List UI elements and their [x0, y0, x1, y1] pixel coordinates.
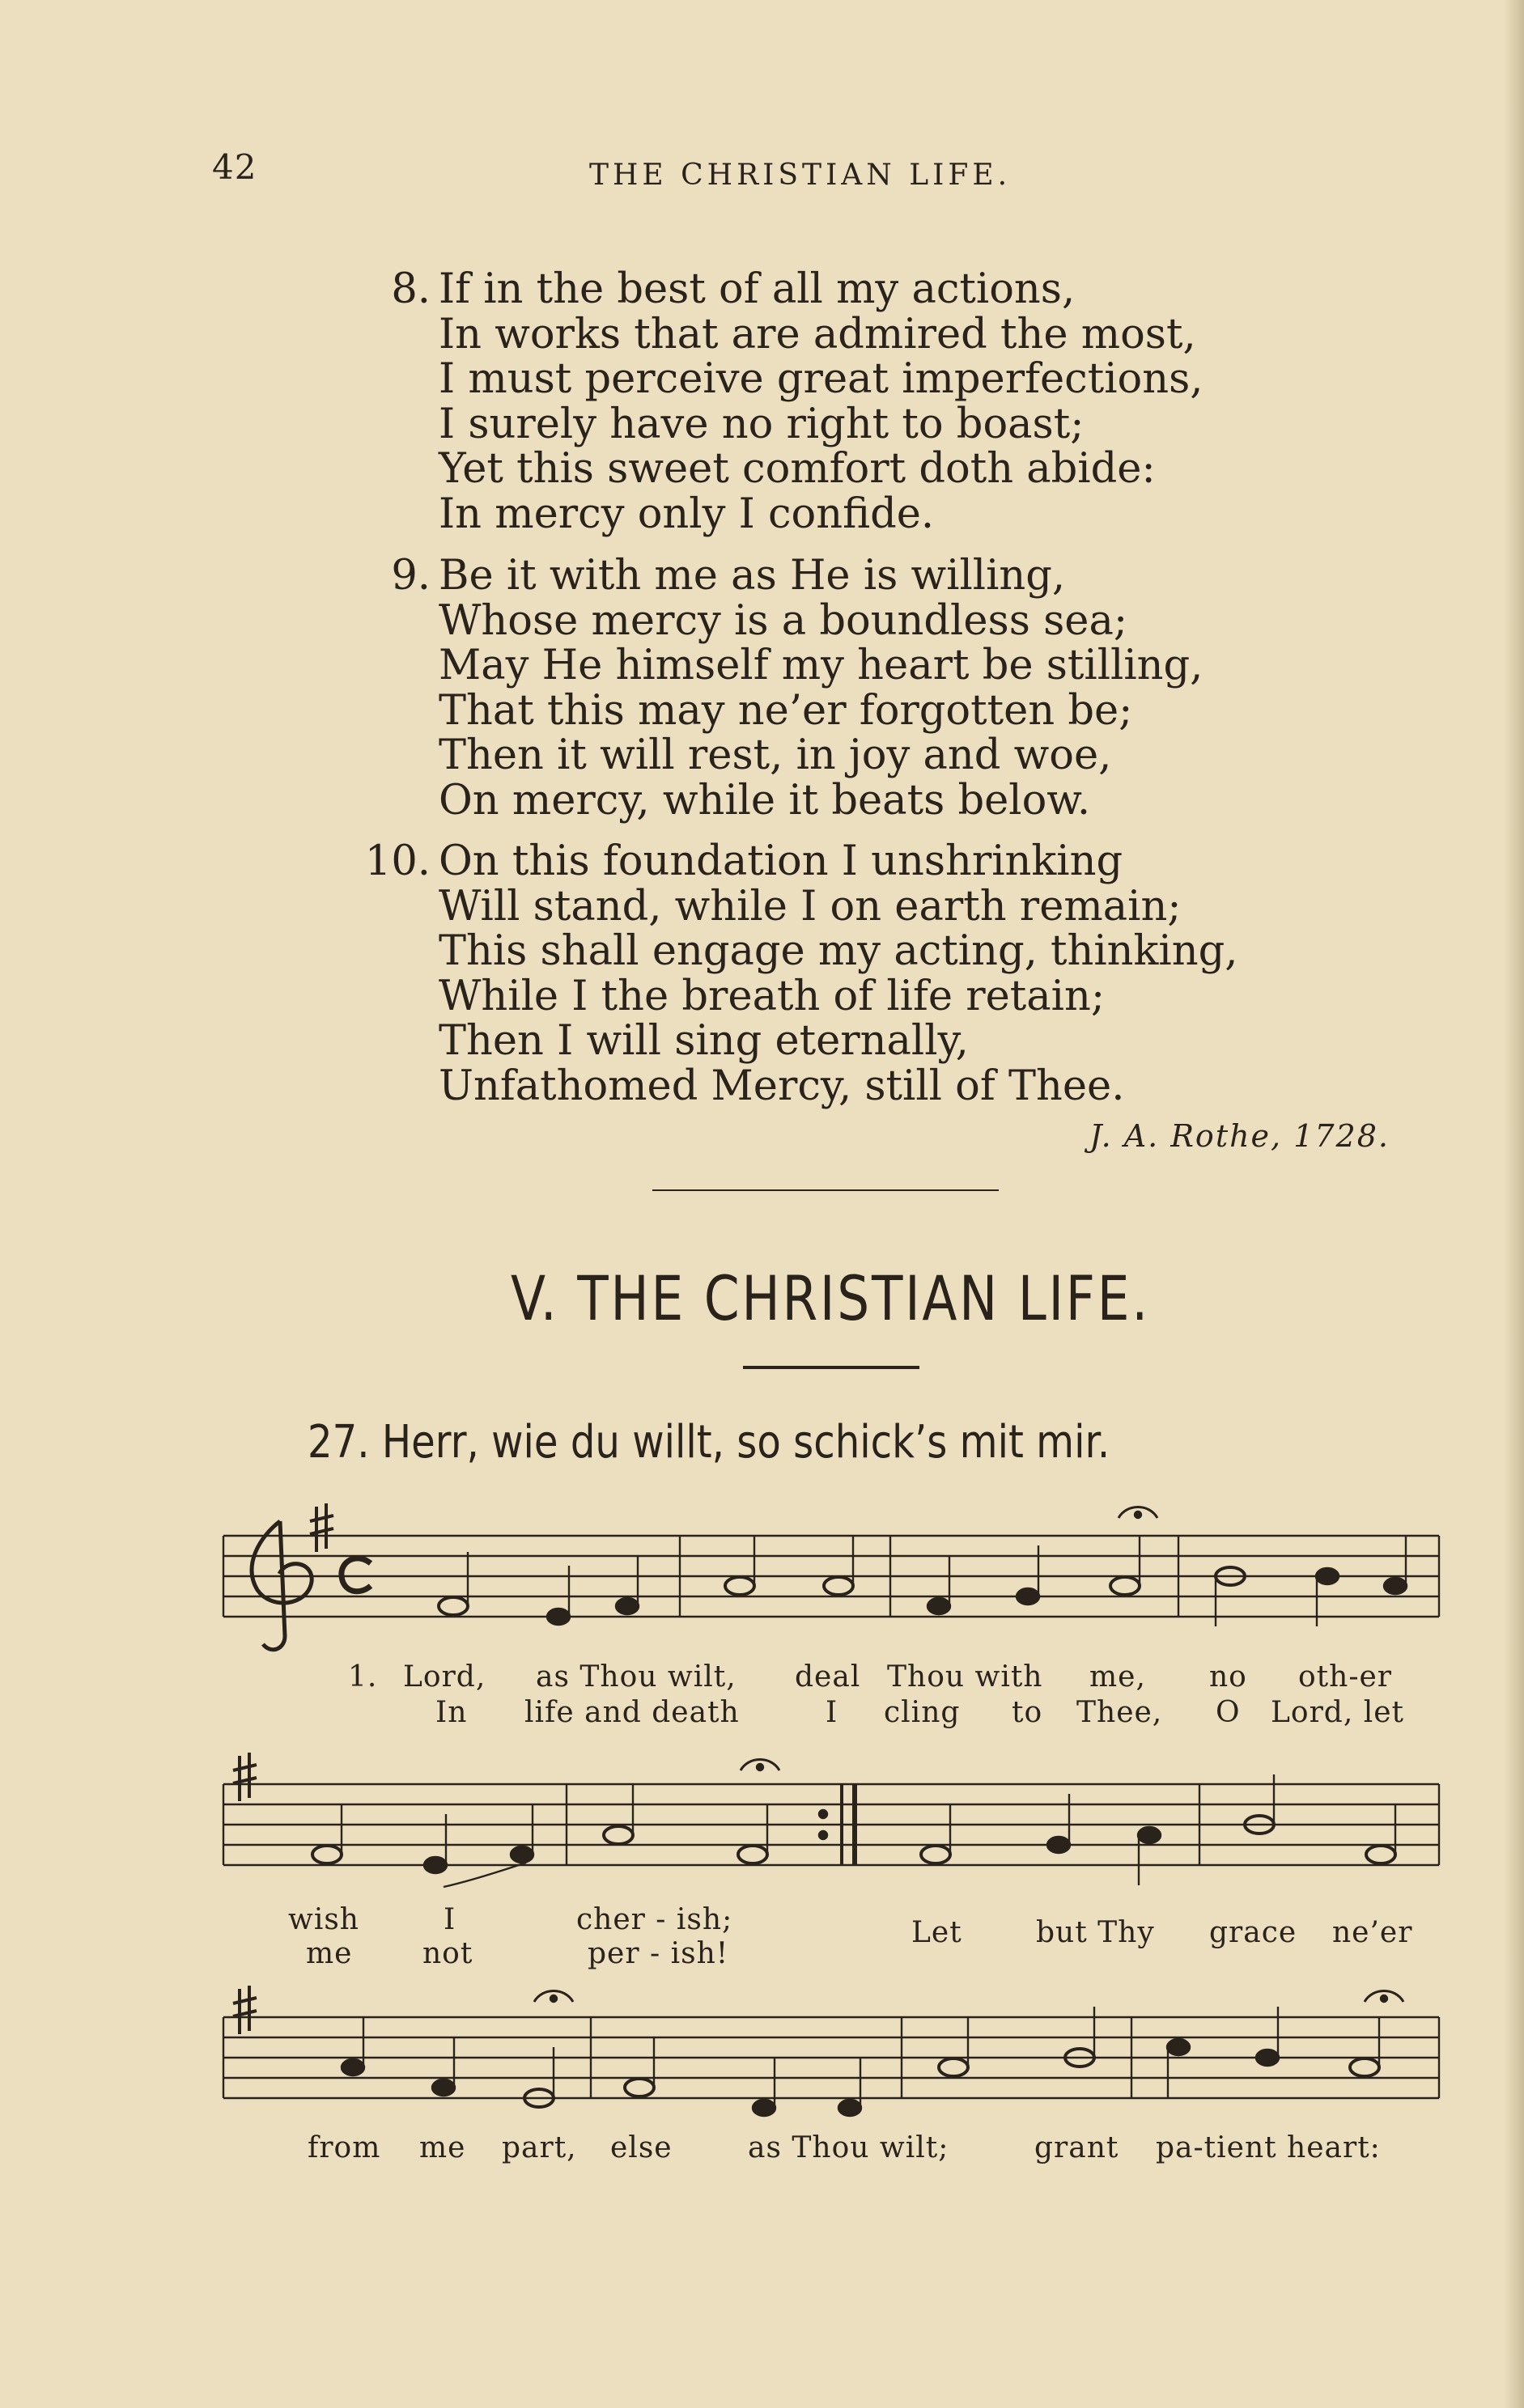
quarter-note	[432, 2079, 455, 2096]
lyric-syllable: from	[308, 2131, 381, 2164]
lyric-syllable: pa-tient heart:	[1156, 2131, 1381, 2164]
half-note	[1366, 1846, 1395, 1863]
section-title: V. THE CHRISTIAN LIFE.	[510, 1262, 1150, 1334]
lyric-syllable: grant	[1034, 2131, 1119, 2164]
repeat-dot	[819, 1810, 827, 1818]
running-title: THE CHRISTIAN LIFE.	[589, 159, 1012, 192]
lyric-syllable: deal	[795, 1660, 861, 1694]
half-note	[824, 1577, 853, 1595]
verse-line: This shall engage my acting, thinking,	[439, 927, 1238, 975]
verse-line: In mercy only I confide.	[439, 490, 935, 538]
lyric-syllable: not	[422, 1937, 473, 1970]
verse-line: On mercy, while it beats below.	[439, 776, 1091, 825]
half-note	[312, 1846, 342, 1863]
lyric-syllable: else	[610, 2131, 673, 2164]
key-sharp-icon	[233, 1753, 257, 1801]
key-sharp-icon	[233, 1986, 257, 2034]
lyric-syllable: wish	[288, 1903, 359, 1936]
quarter-note	[838, 2100, 861, 2116]
lyric-syllable: cling	[884, 1696, 961, 1729]
quarter-note	[1138, 1827, 1161, 1843]
lyric-syllable: me	[419, 2131, 466, 2164]
staff-system-2	[223, 1784, 1439, 1865]
verse-line: May He himself my heart be stilling,	[439, 642, 1203, 689]
verse-line: I surely have no right to boast;	[439, 400, 1085, 448]
lyric-syllable: but Thy	[1036, 1916, 1155, 1949]
lyric-syllable: Lord, let	[1271, 1696, 1405, 1729]
verse-line: I must perceive great imperfections,	[439, 355, 1203, 403]
verse-line: Yet this sweet comfort doth abide:	[439, 445, 1156, 493]
quarter-note	[342, 2059, 364, 2075]
verse-line: That this may ne’er forgotten be;	[439, 686, 1133, 735]
slur	[444, 1863, 526, 1887]
quarter-note	[1167, 2039, 1190, 2055]
lyric-syllable: 1.	[348, 1660, 378, 1694]
lyric-syllable: O	[1216, 1696, 1241, 1729]
lyric-syllable: no	[1209, 1660, 1247, 1694]
half-note	[939, 2058, 968, 2076]
lyric-syllable: to	[1012, 1696, 1043, 1729]
lyric-syllable: oth-er	[1298, 1660, 1393, 1694]
lyric-syllable: Thee,	[1076, 1696, 1163, 1729]
verse-line: While I the breath of life retain;	[439, 972, 1106, 1020]
verse-line: Then I will sing eternally,	[439, 1017, 969, 1065]
quarter-note	[1256, 2050, 1279, 2066]
verse-line: Whose mercy is a boundless sea;	[439, 596, 1128, 645]
hymn-number: 27.	[308, 1416, 370, 1469]
fermata-dot	[757, 1764, 763, 1770]
quarter-note	[424, 1857, 447, 1873]
lyric-syllable: Let	[911, 1916, 962, 1949]
lyric-syllable: as Thou wilt,	[536, 1660, 737, 1694]
half-note	[738, 1846, 767, 1863]
lyric-syllable: In	[435, 1696, 468, 1729]
fermata-dot	[1381, 1995, 1387, 2002]
lyric-syllable: I	[826, 1696, 838, 1729]
lyric-syllable: me	[306, 1937, 353, 1970]
hymn-author: J. A. Rothe, 1728.	[1089, 1118, 1390, 1154]
half-note	[625, 2079, 654, 2096]
common-time-icon	[342, 1558, 371, 1592]
lyric-syllable: I	[444, 1903, 456, 1936]
verse-line: Then it will rest, in joy and woe,	[439, 731, 1112, 779]
page-number: 42	[212, 147, 257, 187]
fermata-dot	[550, 1995, 557, 2002]
lyric-syllable: per - ish!	[588, 1937, 729, 1970]
quarter-note	[753, 2100, 775, 2116]
quarter-note	[1017, 1588, 1039, 1605]
lyric-syllable: Lord,	[403, 1660, 486, 1694]
lyric-syllable: me,	[1089, 1660, 1146, 1694]
verse-line: 8. If in the best of all my actions,	[356, 267, 1408, 312]
lyric-syllable: life and death	[524, 1696, 740, 1729]
verse-number: 8.	[391, 265, 431, 313]
key-sharp-icon	[310, 1503, 333, 1552]
treble-clef-icon	[252, 1521, 312, 1650]
quarter-note	[1047, 1837, 1070, 1853]
verse-line: Will stand, while I on earth remain;	[439, 882, 1182, 931]
quarter-note	[616, 1598, 639, 1614]
lyric-syllable: as Thou wilt;	[748, 2131, 949, 2164]
hymn-german-title: Herr, wie du willt, so schick’s mit mir.	[381, 1416, 1110, 1469]
repeat-dot	[819, 1831, 827, 1839]
quarter-note	[928, 1598, 950, 1614]
staff-system-1	[223, 1536, 1439, 1617]
fermata-dot	[1135, 1511, 1141, 1518]
verse-line: 9. Be it with me as He is willing,	[356, 553, 1408, 599]
lyric-syllable: Thou with	[887, 1660, 1043, 1694]
verse-number: 9.	[391, 552, 431, 600]
quarter-note	[1316, 1568, 1339, 1584]
quarter-note	[511, 1846, 533, 1863]
half-note	[1350, 2058, 1379, 2076]
quarter-note	[1384, 1578, 1407, 1594]
lyric-syllable: ne’er	[1332, 1916, 1413, 1949]
half-note	[439, 1597, 468, 1615]
lyric-syllable: grace	[1209, 1916, 1297, 1949]
half-note	[604, 1826, 633, 1844]
lyric-syllable: cher - ish;	[576, 1903, 733, 1936]
half-note	[725, 1577, 754, 1595]
half-note	[1110, 1577, 1140, 1595]
quarter-note	[547, 1609, 570, 1625]
verse-number: 10.	[364, 837, 431, 885]
verse-line: 10. On this foundation I unshrinking	[356, 839, 1408, 884]
verse-line: In works that are admired the most,	[439, 310, 1196, 358]
half-note	[921, 1846, 950, 1863]
verse-line: Unfathomed Mercy, still of Thee.	[439, 1062, 1125, 1110]
lyric-syllable: part,	[502, 2131, 577, 2164]
